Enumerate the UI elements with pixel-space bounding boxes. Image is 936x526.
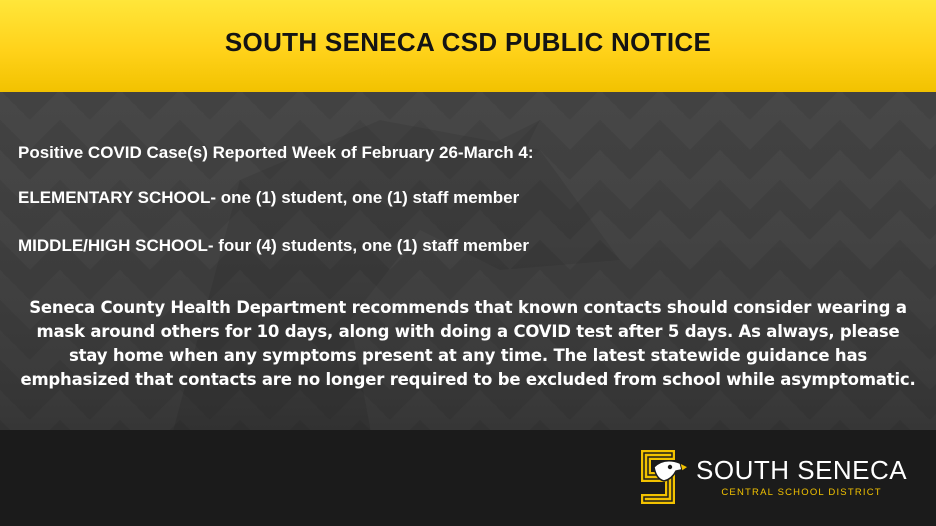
logo-text <box>696 456 907 498</box>
header-banner <box>0 0 936 92</box>
district-subtitle: CENTRAL SCHOOL DISTRICT <box>721 487 882 498</box>
middle-high-cases: MIDDLE/HIGH SCHOOL- four (4) students, one (1) staff member <box>18 236 529 255</box>
page-title: SOUTH SENECA CSD PUBLIC NOTICE <box>224 26 712 57</box>
elementary-cases: ELEMENTARY SCHOOL- one (1) student, one (1) staff member <box>18 188 520 207</box>
health-guidance-paragraph: Seneca County Health Department recommends that known contacts should consider wearing a mask around others for 10 days, along with doing a COVID test after 5 days. As always, please stay home when any symptoms present at any time. The latest statewide guidance has emphasized that contacts are no longer required to be excluded from school while asymptomatic. <box>20 298 916 389</box>
case-report-heading: Positive COVID Case(s) Reported Week of February 26-March 4: <box>18 143 534 162</box>
falcon-ss-logo-icon <box>636 445 688 509</box>
district-name: SOUTH SENECA <box>696 455 908 485</box>
district-logo <box>636 444 921 510</box>
